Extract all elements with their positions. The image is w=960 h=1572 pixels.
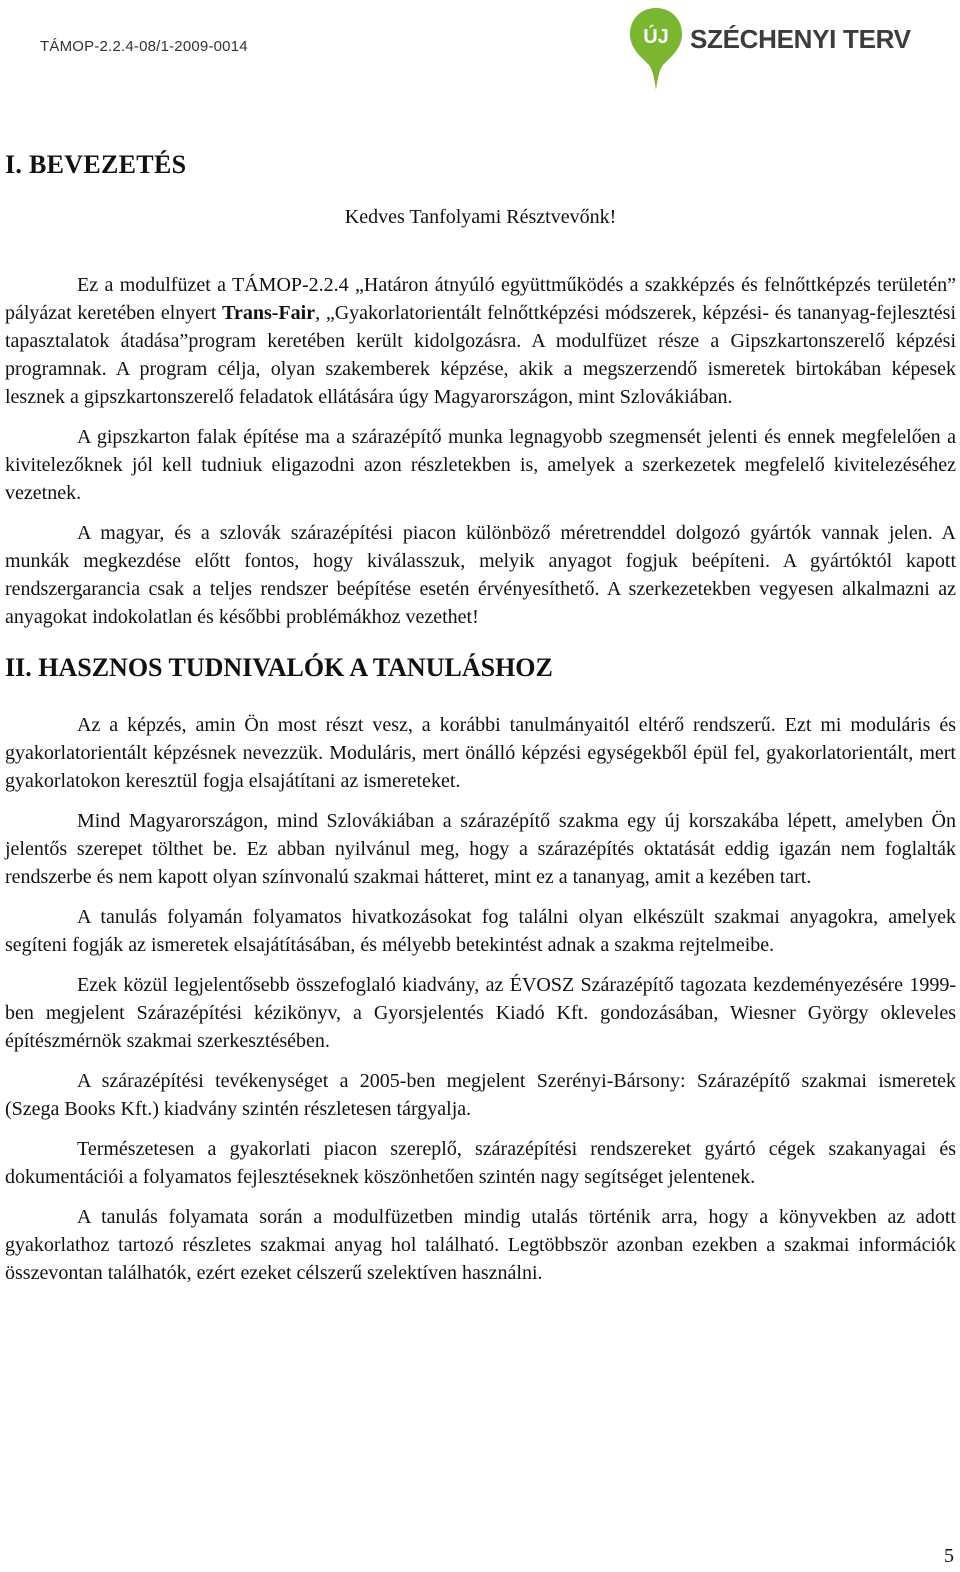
trans-fair-bold: Trans-Fair [222,302,316,324]
section-2-paragraph-6: Természetesen a gyakorlati piacon szereplő, szárazépítési rendszereket gyártó cégek szakanyagai és dokumentációi a folyamatos fejlesztéseknek köszönhetően szintén nagy segítséget jelentenek. [5,1138,956,1188]
page-number: 5 [944,1545,954,1567]
logo-mark-text: ÚJ [643,26,669,48]
logo-text: SZÉCHENYI TERV [690,24,911,54]
paragraph-text: Ez a modulfüzet a TÁMOP-2.2.4 „Határon átnyúló együttműködés a szakképzés és felnőttképzés területén” pályázat keretében elnyert [5,274,956,324]
section-2-paragraph-1: Az a képzés, amin Ön most részt vesz, a korábbi tanulmányaitól eltérő rendszerű. Ezt mi moduláris és gyakorlatorientált képzésnek nevezzük. Moduláris, mert önálló képzési egységekből épül fel, gyakorlatorientált, mert gyakorlatokon keresztül fogja elsajátítani az ismereteket. [5,714,956,792]
location-pin-logo-icon [628,6,684,92]
section-1-title: I. BEVEZETÉS [5,150,187,179]
document-body [5,150,956,1287]
section-1-paragraph-2: A gipszkarton falak építése ma a szárazépítő munka legnagyobb szegmensét jelenti és ennek megfelelően a kivitelezőknek jól kell tudniuk eligazodni azon részletekben is, amelyek a szerkezetek megfelelő kivitelezéséhez vezetnek. [5,426,956,504]
project-code: TÁMOP-2.2.4-08/1-2009-0014 [40,38,248,55]
salutation: Kedves Tanfolyami Résztvevőnk! [344,206,617,228]
section-2-paragraph-7: A tanulás folyamata során a modulfüzetben mindig utalás történik arra, hogy a könyvekben az adott gyakorlathoz tartozó részletes szakmai anyag hol található. Legtöbbször azonban ezekben a szakmai információk összevontan találhatók, ezért ezeket célszerű szelektíven használni. [5,1206,956,1284]
section-1-paragraph-1 [5,271,956,411]
szechenyi-terv-logo [628,6,911,92]
paragraph-text: , „Gyakorlatorientált felnőttképzési módszerek, képzési- és tananyag-fejlesztési tapasztalatok átadása”program keretében került kidolgozásra. A modulfüzet része a Gipszkartonszerelő képzési programnak. A program célja, olyan szakemberek képzése, akik a megszerzendő ismeretek birtokában képesek lesznek a gipszkartonszerelő feladatok ellátására úgy Magyarországon, mint Szlovákiában. [5,302,957,408]
section-2-title: II. HASZNOS TUDNIVALÓK A TANULÁSHOZ [5,653,553,682]
section-2-paragraph-4: Ezek közül legjelentősebb összefoglaló kiadvány, az ÉVOSZ Szárazépítő tagozata kezdeményezésére 1999-ben megjelent Szárazépítési kézikönyv, a Gyorsjelentés Kiadó Kft. gondozásában, Wiesner György okleveles építészmérnök szakmai szerkesztésében. [5,974,956,1052]
section-2-paragraph-5: A szárazépítési tevékenységet a 2005-ben megjelent Szerényi-Bársony: Szárazépítő szakmai ismeretek (Szega Books Kft.) kiadvány szintén részletesen tárgyalja. [5,1070,956,1120]
section-1-paragraph-3: A magyar, és a szlovák szárazépítési piacon különböző méretrenddel dolgozó gyártók vannak jelen. A munkák megkezdése előtt fontos, hogy kiválasszuk, melyik anyagot fogjuk beépíteni. A gyártóktól kapott rendszergarancia csak a teljes rendszer beépítése esetén érvényesíthető. A szerkezetekben vegyesen alkalmazni az anyagokat indokolatlan és későbbi problémákhoz vezethet! [5,522,956,628]
section-2-paragraph-2: Mind Magyarországon, mind Szlovákiában a szárazépítő szakma egy új korszakába lépett, amelyben Ön jelentős szerepet tölthet be. Ez abban nyilvánul meg, hogy a szárazépítés oktatását eddig igazán nem foglalták rendszerbe és nem kapott olyan színvonalú szakmai hátteret, mint ez a tananyag, amit a kezében tart. [5,810,956,888]
section-2-paragraph-3: A tanulás folyamán folyamatos hivatkozásokat fog találni olyan elkészült szakmai anyagokra, amelyek segíteni fogják az ismeretek elsajátításában, és mélyebb betekintést adnak a szakma rejtelmeibe. [5,906,956,956]
